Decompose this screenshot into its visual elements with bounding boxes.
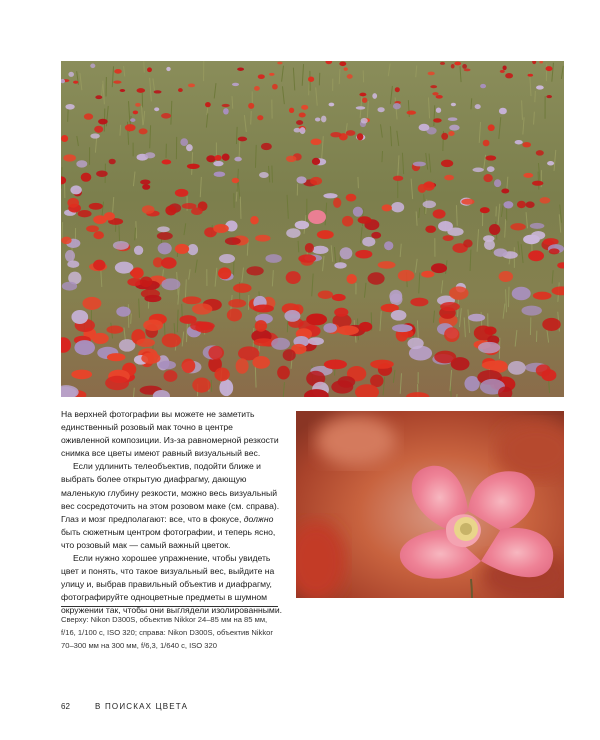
caption-divider (61, 606, 278, 607)
pink-poppy-image (296, 411, 564, 598)
emphasis: должно (243, 513, 274, 524)
photo-caption: Сверху: Nikon D300S, объектив Nikkor 24–85 мм на 85 мм, f/16, 1/100 с, ISO 320; справа: Nikon D300S, объектив Nikkor 70–300 мм на 300 мм, f/6,3, 1/640 с, ISO 320 (61, 615, 273, 650)
page-number: 62 (61, 702, 70, 711)
article-body (61, 408, 283, 618)
paragraph-2: Если удлинить телеобъектив, подойти ближе и выбрать более открытую диафрагму, дающую маленькую глубину резкости, можно весь визуальный вес сосредоточить на этом розовом маке (см. справа). Глаз и мозг предполагают: все, что в фокусе, должно быть сюжетным центром фотографии, и теперь ясно, что розовый мак — самый важный цветок. (61, 461, 280, 550)
section-title: В ПОИСКАХ ЦВЕТА (95, 702, 189, 711)
poppy-field-image (61, 61, 564, 397)
page-footer (61, 702, 188, 711)
poppy-field-photo (61, 61, 564, 397)
paragraph-1: На верхней фотографии вы можете не заметить единственный розовый мак точно в центре оживленной композиции. Из-за равномерной резкости снимка все цветы имеют равный визуальный вес. (61, 409, 279, 459)
paragraph-3: Если нужно хорошее упражнение, чтобы увидеть цвет и понять, что такое визуальный вес, выйдите на улицу и, выбрав правильный объектив и диафрагму, фотографируйте одноцветные предметы в шумном окружении так, чтобы они выглядели изолированными. (61, 553, 283, 616)
pink-poppy-photo (296, 411, 564, 598)
